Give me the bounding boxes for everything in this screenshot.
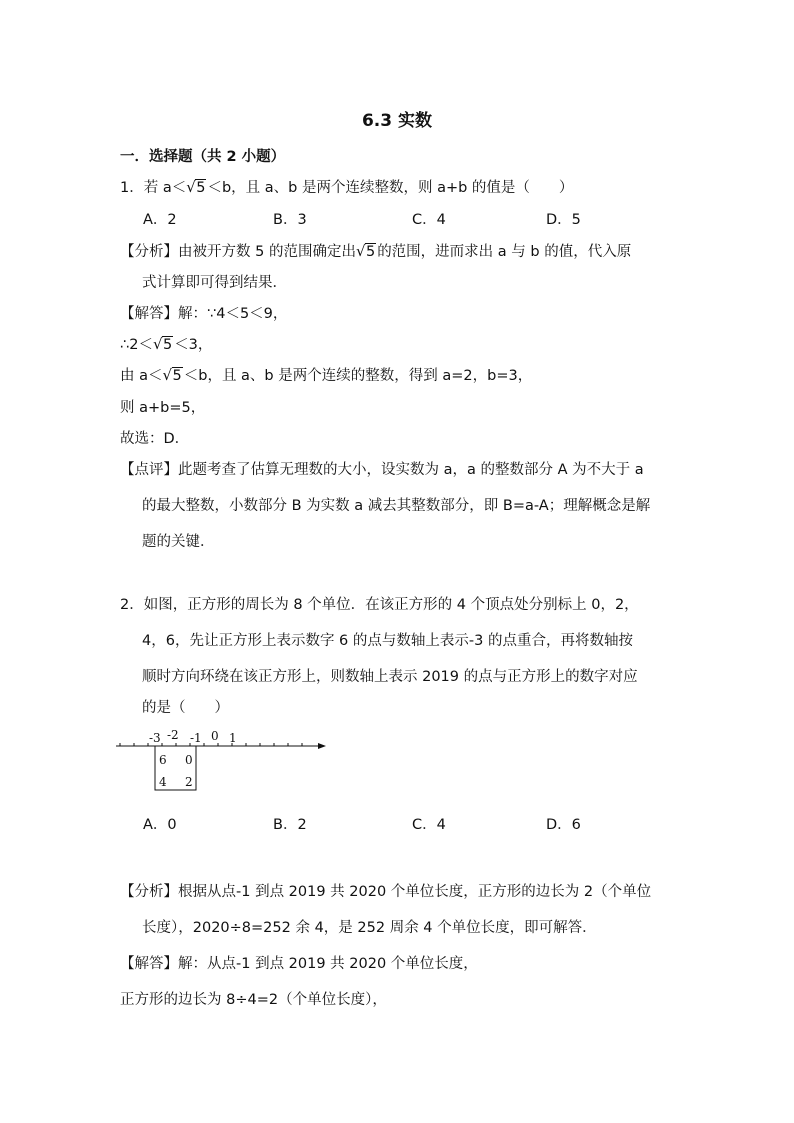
answer-text: ∴2＜ [120, 337, 153, 353]
q1-answer-line-2 [120, 333, 212, 354]
square-label: 4 [159, 775, 167, 789]
q1-answer-line-5: 故选：D． [120, 431, 190, 447]
section-heading: 一．选择题（共 2 小题） [120, 149, 286, 165]
q2-answer-line-2: 正方形的边长为 8÷4=2（个单位长度）， [120, 992, 387, 1008]
q1-option-a: A．2 [143, 212, 177, 228]
answer-text: 解：从点-1 到点 2019 共 2020 个单位长度， [178, 956, 478, 972]
q1-option-c: C．4 [412, 212, 446, 228]
tick-label: 0 [211, 729, 219, 743]
q1-comment-line-1 [120, 458, 644, 479]
q1-analysis-line-2: 式计算即可得到结果． [142, 275, 287, 291]
q1-option-b: B．3 [273, 212, 307, 228]
answer-text: 解：∵4＜5＜9， [178, 306, 288, 322]
q2-option-b: B．2 [273, 817, 307, 833]
answer-text: 由 a＜ [120, 368, 163, 384]
analysis-tag: 【分析】 [120, 244, 178, 260]
q2-analysis-line-2: 长度），2020÷8=252 余 4，是 252 周余 4 个单位长度，即可解答． [142, 920, 597, 936]
radicand: 5 [196, 180, 206, 196]
radicand: 5 [172, 368, 182, 384]
tick-label: -1 [190, 731, 202, 745]
answer-text: ＜b，且 a、b 是两个连续的整数，得到 a=2，b=3， [183, 368, 533, 384]
page-title: 6.3 实数 [361, 111, 433, 131]
comment-text: 此题考查了估算无理数的大小，设实数为 a，a 的整数部分 A 为不大于 a [178, 462, 644, 478]
answer-tag: 【解答】 [120, 956, 178, 972]
q2-option-d: D．6 [546, 817, 581, 833]
sqrt-symbol [164, 368, 183, 384]
comment-tag: 【点评】 [120, 462, 178, 478]
tick-label: 1 [229, 731, 237, 745]
sqrt-symbol [154, 337, 173, 353]
answer-text: ＜3， [174, 337, 213, 353]
number-line-figure [114, 726, 334, 796]
square-label: 0 [185, 753, 193, 767]
q1-comment-line-2: 的最大整数，小数部分 B 为实数 a 减去其整数部分，即 B=a-A；理解概念是解 [142, 498, 651, 514]
analysis-text: 由被开方数 5 的范围确定出 [178, 244, 356, 260]
radicand: 5 [365, 244, 376, 260]
q2-analysis-line-1 [120, 880, 651, 901]
q1-stem-a: 1．若 a＜ [120, 180, 187, 196]
q1-answer-line-4: 则 a+b=5， [120, 400, 206, 416]
q2-option-c: C．4 [412, 817, 446, 833]
q1-option-d: D．5 [546, 212, 581, 228]
analysis-text: 根据从点-1 到点 2019 共 2020 个单位长度，正方形的边长为 2（个单位 [178, 884, 652, 900]
q2-stem-line-1: 2．如图，正方形的周长为 8 个单位．在该正方形的 4 个顶点处分别标上 0，2， [120, 597, 639, 613]
sqrt-symbol [187, 180, 206, 196]
q1-answer-line-3 [120, 364, 532, 385]
tick-label: -2 [167, 728, 179, 742]
q2-answer-line-1 [120, 952, 478, 973]
q1-stem-b: ＜b，且 a、b 是两个连续整数，则 a+b 的值是（ ） [207, 180, 574, 196]
q1-comment-line-3: 题的关键． [142, 534, 215, 550]
radicand: 5 [162, 337, 173, 353]
q2-stem-line-3: 顺时方向环绕在该正方形上，则数轴上表示 2019 的点与正方形上的数字对应 [142, 669, 638, 685]
q2-option-a: A．0 [143, 817, 177, 833]
q2-stem-line-4: 的是（ ） [142, 700, 229, 716]
analysis-tag: 【分析】 [120, 884, 178, 900]
answer-tag: 【解答】 [120, 306, 178, 322]
q1-stem [120, 176, 573, 197]
sqrt-symbol [357, 244, 376, 260]
tick-label: -3 [149, 731, 161, 745]
arrow-right-icon [318, 743, 326, 749]
square-label: 2 [185, 775, 193, 789]
analysis-text: 的范围，进而求出 a 与 b 的值，代入原 [377, 244, 632, 260]
q1-analysis-line-1 [120, 240, 631, 261]
square-label: 6 [159, 753, 167, 767]
q1-answer-line-1 [120, 302, 287, 323]
q2-stem-line-2: 4，6，先让正方形上表示数字 6 的点与数轴上表示-3 的点重合，再将数轴按 [142, 633, 633, 649]
